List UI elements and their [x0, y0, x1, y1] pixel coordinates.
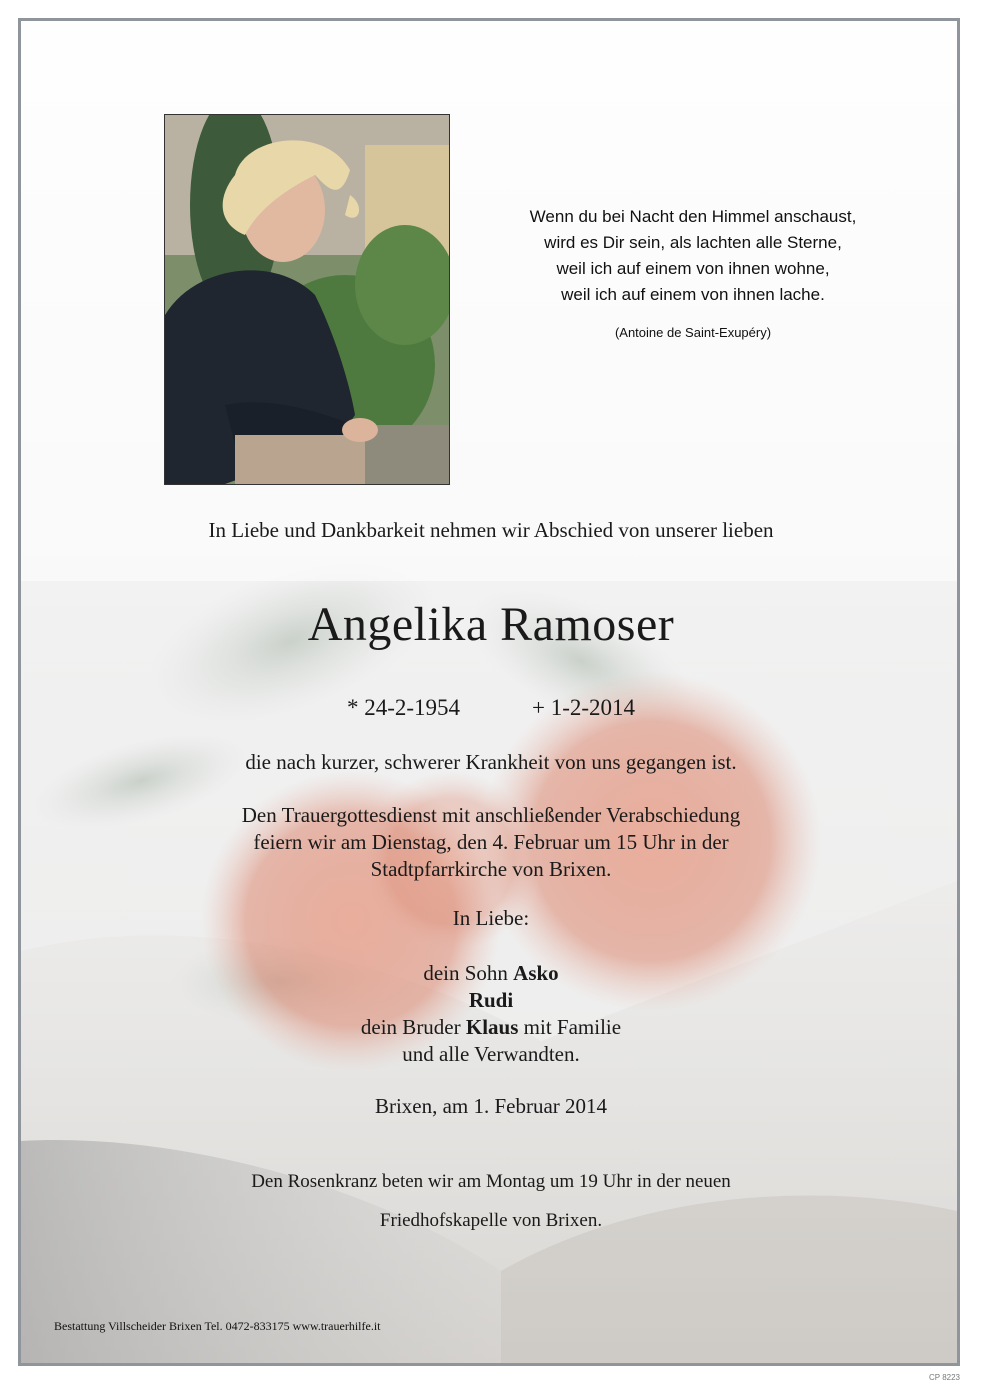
deceased-name: Angelika Ramoser: [307, 598, 675, 651]
second-name: Rudi: [468, 988, 514, 1012]
farewell-line: die nach kurzer, schwerer Krankheit von uns gegangen ist.: [245, 750, 737, 774]
service-line: Den Trauergottesdienst mit anschließender Verabschiedung: [241, 803, 741, 827]
rosary-info: [60, 1162, 922, 1240]
family-brother: [60, 1014, 922, 1041]
quote-line: Wenn du bei Nacht den Himmel anschaust,: [529, 207, 857, 226]
service-info: [60, 802, 922, 883]
code-mark: CP 8223: [929, 1373, 960, 1382]
son-name: Asko: [513, 961, 559, 985]
quote-line: weil ich auf einem von ihnen lache.: [561, 285, 825, 304]
quote-line: weil ich auf einem von ihnen wohne,: [556, 259, 830, 278]
funeral-home-footer: Bestattung Villscheider Brixen Tel. 0472-833175 www.trauerhilfe.it: [54, 1319, 381, 1333]
rosary-line: Friedhofskapelle von Brixen.: [379, 1210, 603, 1231]
brother-prefix: dein Bruder: [360, 1015, 466, 1039]
portrait-photo: [164, 114, 450, 485]
life-dates: [60, 695, 922, 721]
quote-block: [473, 204, 913, 308]
birth-date: * 24-2-1954: [346, 695, 461, 720]
family-second: [60, 987, 922, 1014]
in-love-label: In Liebe:: [452, 906, 530, 930]
quote-author: (Antoine de Saint-Exupéry): [614, 325, 772, 340]
service-line: feiern wir am Dienstag, den 4. Februar um 15 Uhr in der: [253, 830, 729, 854]
intro-text: In Liebe und Dankbarkeit nehmen wir Abschied von unserer lieben: [208, 518, 774, 542]
family-list: [60, 960, 922, 1068]
service-line: Stadtpfarrkirche von Brixen.: [370, 857, 612, 881]
death-date: + 1-2-2014: [532, 695, 636, 720]
place-date: Brixen, am 1. Februar 2014: [374, 1094, 608, 1118]
son-prefix: dein Sohn: [423, 961, 514, 985]
family-son: [60, 960, 922, 987]
quote-line: wird es Dir sein, als lachten alle Sterne,: [544, 233, 842, 252]
rosary-line: Den Rosenkranz beten wir am Montag um 19 Uhr in der neuen: [251, 1171, 731, 1192]
brother-suffix: mit Familie: [518, 1015, 622, 1039]
brother-name: Klaus: [465, 1015, 519, 1039]
family-relatives: und alle Verwandten.: [402, 1042, 580, 1066]
